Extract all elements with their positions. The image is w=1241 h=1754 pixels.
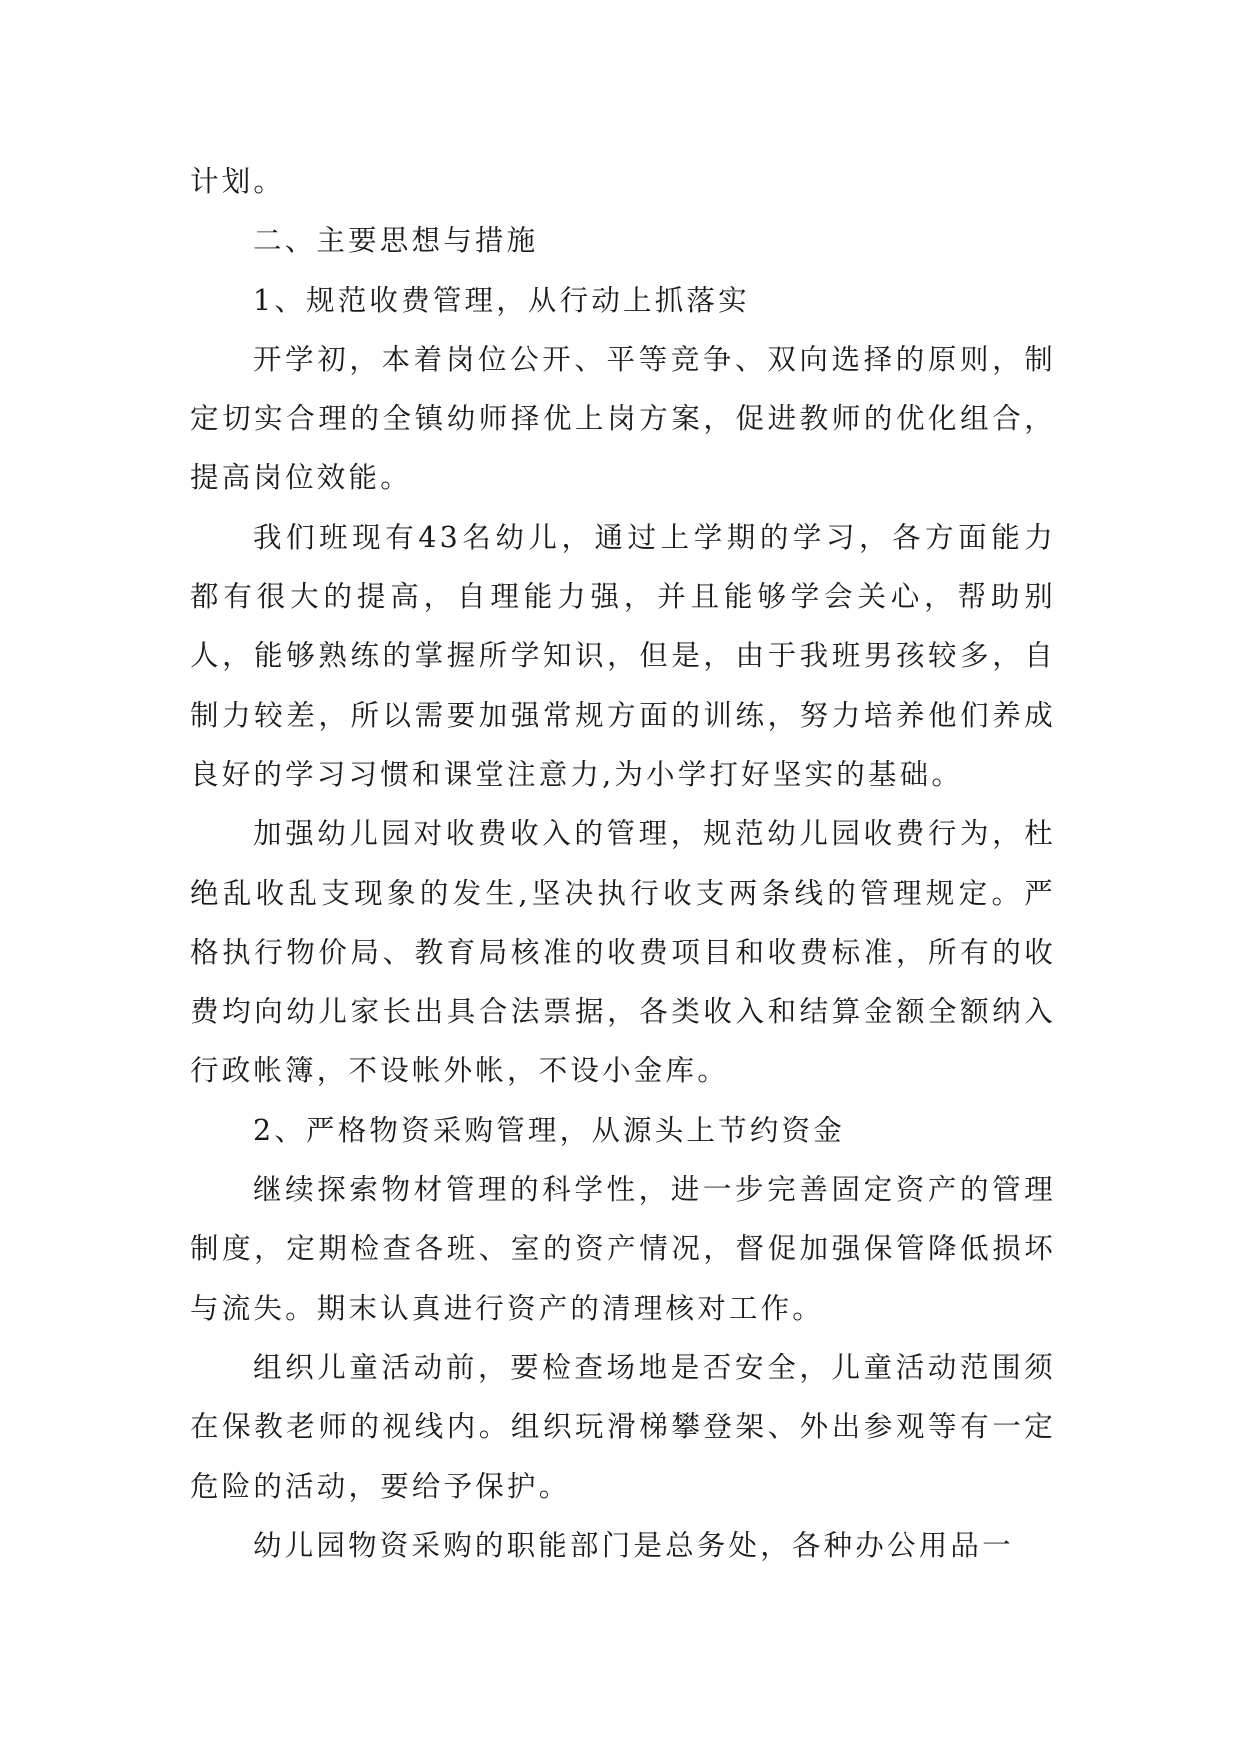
section-heading-main-ideas: 二、主要思想与措施: [253, 224, 539, 258]
paragraph-continuation: 计划。: [190, 165, 286, 198]
paragraph-asset-management: 继续探索物材管理的科学性，进一步完善固定资产的管理制度，定期检查各班、室的资产情况，督促加强保管降低损坏与流失。期末认真进行资产的清理核对工作。: [190, 1173, 1056, 1325]
subheading-procurement: 2、严格物资采购管理，从源头上节约资金: [253, 1113, 845, 1147]
document-body: [190, 152, 1056, 1575]
paragraph-activity-safety: 组织儿童活动前，要检查场地是否安全，儿童活动范围须在保教老师的视线内。组织玩滑梯攀登架、外出参观等有一定危险的活动，要给予保护。: [190, 1350, 1056, 1503]
subheading-fee-management: 1、规范收费管理，从行动上抓落实: [253, 283, 750, 317]
paragraph-class-overview: 我们班现有43名幼儿，通过上学期的学习，各方面能力都有很大的提高，自理能力强，并且能够学会关心，帮助别人，能够熟练的掌握所学知识，但是，由于我班男孩较多，自制力较差，所以需要加强常规方面的训练，努力培养他们养成良好的学习习惯和课堂注意力,为小学打好坚实的基础。: [190, 520, 1056, 791]
paragraph-procurement-dept: 幼儿园物资采购的职能部门是总务处，各种办公用品一: [253, 1528, 1014, 1562]
paragraph-staffing-plan: 开学初，本着岗位公开、平等竞争、双向选择的原则，制定切实合理的全镇幼师择优上岗方案，促进教师的优化组合，提高岗位效能。: [190, 342, 1056, 495]
paragraph-fee-rules: 加强幼儿园对收费收入的管理，规范幼儿园收费行为，杜绝乱收乱支现象的发生,坚决执行收支两条线的管理规定。严格执行物价局、教育局核准的收费项目和收费标准，所有的收费均向幼儿家长出具合法票据，各类收入和结算金额全额纳入行政帐簿，不设帐外帐，不设小金库。: [190, 817, 1056, 1088]
